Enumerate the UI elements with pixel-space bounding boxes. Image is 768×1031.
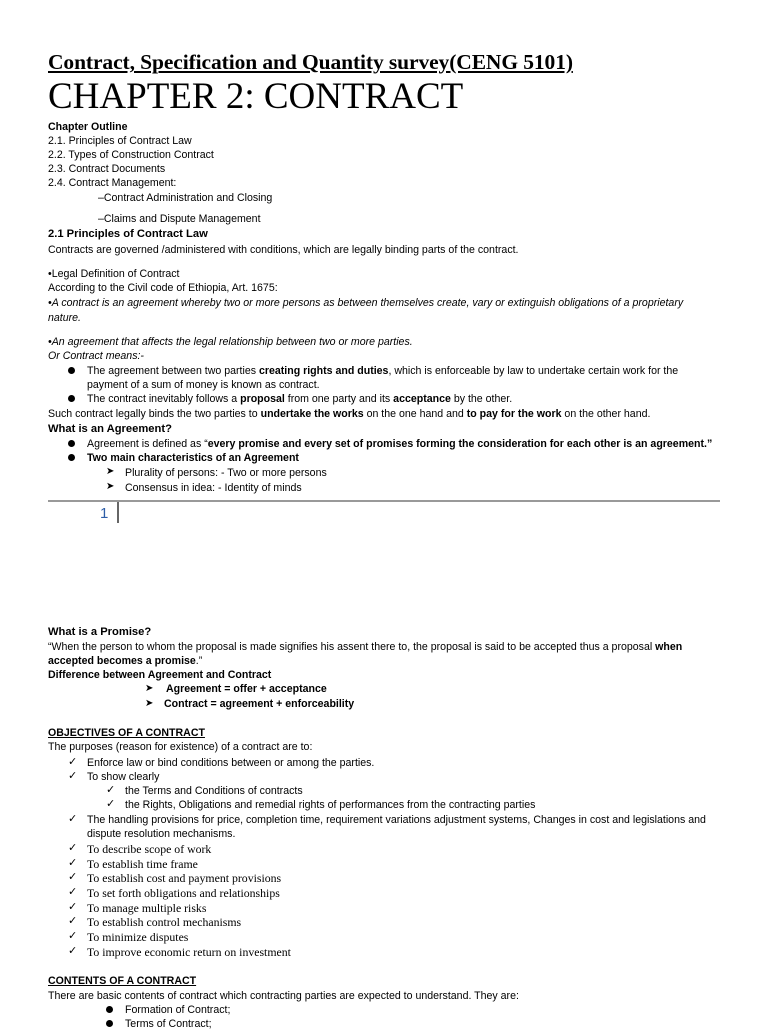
check-icon: ✓ (68, 944, 78, 957)
objective-item: The handling provisions for price, completion time, requirement variations adjustment systems, Changes in cost and legislations and (87, 814, 706, 826)
characteristic: Consensus in idea: - Identity of minds (125, 482, 302, 494)
check-icon: ✓ (68, 856, 78, 869)
objective-item: To establish control mechanisms (87, 915, 242, 929)
outline-item: 2.1. Principles of Contract Law (48, 135, 192, 147)
page-number-bar (117, 502, 119, 523)
agreement-bullet: Two main characteristics of an Agreement (87, 452, 299, 464)
check-icon: ✓ (68, 841, 78, 854)
check-icon: ✓ (68, 812, 78, 825)
page-number: 1 (100, 505, 109, 522)
check-icon: ✓ (68, 769, 78, 782)
contents-item: Formation of Contract; (125, 1004, 231, 1016)
objective-item: To improve economic return on investment (87, 945, 291, 959)
equation: Agreement = offer + acceptance (166, 683, 327, 695)
check-icon: ✓ (68, 885, 78, 898)
check-icon: ✓ (68, 914, 78, 927)
outline-item: 2.2. Types of Construction Contract (48, 149, 214, 161)
arrow-bullet-icon: ➤ (106, 481, 115, 492)
objectives-intro: The purposes (reason for existence) of a contract are to: (48, 741, 313, 753)
course-title: Contract, Specification and Quantity survey(CENG 5101) (48, 50, 573, 74)
check-icon: ✓ (106, 797, 116, 810)
agreement-heading: What is an Agreement? (48, 423, 172, 435)
contract-bullet: The agreement between two parties creating rights and duties, which is enforceable by law to undertake certain work for the (87, 365, 679, 377)
objective-item: Enforce law or bind conditions between or among the parties. (87, 757, 375, 769)
promise-heading: What is a Promise? (48, 626, 152, 638)
characteristic: Plurality of persons: - Two or more persons (125, 467, 327, 479)
outline-subitem: –Claims and Dispute Management (98, 213, 261, 225)
outline-item: 2.3. Contract Documents (48, 163, 166, 175)
contents-intro: There are basic contents of contract which contracting parties are expected to understand. They are: (48, 990, 519, 1002)
civil-code: According to the Civil code of Ethiopia, Art. 1675: (48, 282, 278, 294)
chapter-title: CHAPTER 2: CONTRACT (48, 76, 464, 117)
arrow-bullet-icon: ➤ (145, 698, 154, 709)
objective-subitem: the Terms and Conditions of contracts (125, 785, 303, 797)
or-contract-means: Or Contract means:- (48, 350, 144, 362)
check-icon: ✓ (68, 929, 78, 942)
equation: Contract = agreement + enforceability (164, 698, 355, 710)
check-icon: ✓ (68, 755, 78, 768)
difference-heading: Difference between Agreement and Contract (48, 669, 272, 681)
promise-text: accepted becomes a promise.” (48, 655, 203, 667)
check-icon: ✓ (68, 900, 78, 913)
check-icon: ✓ (68, 870, 78, 883)
objective-item-cont: dispute resolution mechanisms. (87, 828, 236, 840)
objective-item: To show clearly (87, 771, 160, 783)
arrow-bullet-icon: ➤ (145, 683, 154, 694)
bullet-icon (68, 440, 75, 447)
outline-subitem: –Contract Administration and Closing (98, 192, 273, 204)
promise-text: “When the person to whom the proposal is made signifies his assent there to, the proposal is said to be accepted thus a proposal when (48, 641, 683, 653)
agreement-affects: •An agreement that affects the legal relationship between two or more parties. (48, 336, 413, 348)
objective-item: To set forth obligations and relationships (87, 886, 280, 900)
definition-line: •A contract is an agreement whereby two or more persons as between themselves create, vary or extinguish obligations of a proprietary (48, 297, 684, 309)
check-icon: ✓ (106, 783, 116, 796)
outline-heading: Chapter Outline (48, 121, 128, 133)
principles-heading: 2.1 Principles of Contract Law (48, 228, 208, 240)
binds-parties: Such contract legally binds the two parties to undertake the works on the one hand and to pay for the work on the other hand. (48, 408, 651, 420)
objective-item: To manage multiple risks (87, 901, 207, 915)
bullet-icon (68, 454, 75, 461)
principles-intro: Contracts are governed /administered with conditions, which are legally binding parts of the contract. (48, 244, 519, 256)
agreement-bullet: Agreement is defined as “every promise and every set of promises forming the consideration for each other is an agreement.” (87, 438, 713, 450)
contract-bullet-cont: payment of a sum of money is known as contract. (87, 379, 320, 391)
bullet-icon (68, 367, 75, 374)
page-divider (48, 500, 720, 502)
arrow-bullet-icon: ➤ (106, 466, 115, 477)
contents-heading: CONTENTS OF A CONTRACT (48, 975, 197, 987)
objective-item: To establish time frame (87, 857, 198, 871)
objective-item: To establish cost and payment provisions (87, 871, 282, 885)
bullet-icon (68, 395, 75, 402)
contents-item: Terms of Contract; (125, 1018, 212, 1030)
objective-item: To describe scope of work (87, 842, 212, 856)
legal-definition: •Legal Definition of Contract (48, 268, 180, 280)
definition-line: nature. (48, 312, 81, 324)
objective-item: To minimize disputes (87, 930, 189, 944)
bullet-icon (106, 1006, 113, 1013)
objectives-heading: OBJECTIVES OF A CONTRACT (48, 727, 205, 739)
objective-subitem: the Rights, Obligations and remedial rights of performances from the contracting parties (125, 799, 536, 811)
outline-item: 2.4. Contract Management: (48, 177, 177, 189)
contract-bullet: The contract inevitably follows a proposal from one party and its acceptance by the other. (87, 393, 513, 405)
